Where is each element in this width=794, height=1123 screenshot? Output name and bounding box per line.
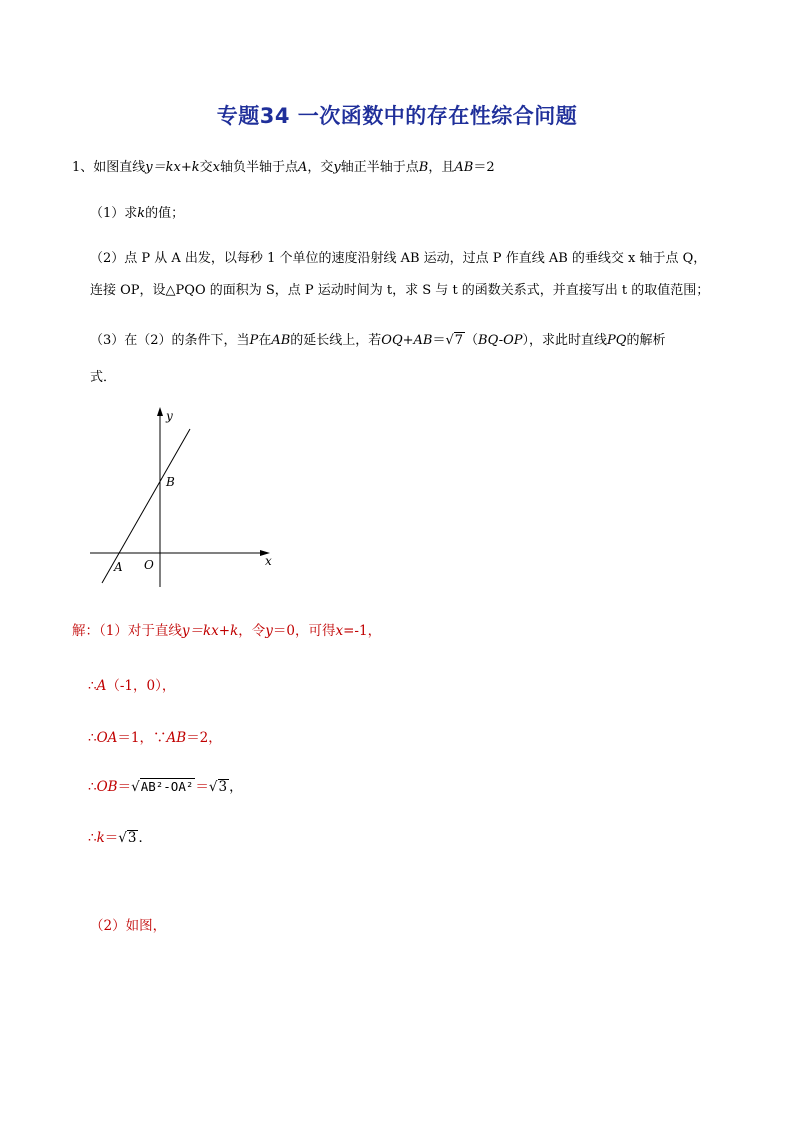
solution-line-4 bbox=[88, 778, 243, 795]
therefore-symbol: ∴ bbox=[88, 678, 97, 694]
equation: y＝kx+k bbox=[181, 623, 239, 639]
var-y: y bbox=[333, 160, 341, 175]
problem-number: 1、 bbox=[72, 160, 94, 175]
text: ＝ bbox=[104, 830, 119, 846]
text: 轴负半轴于点 bbox=[219, 160, 298, 175]
segment-AB: AB bbox=[166, 730, 187, 746]
text: （-1，0）， bbox=[106, 678, 176, 694]
segment-AB: AB bbox=[271, 333, 291, 348]
solution-line-1 bbox=[72, 623, 381, 639]
solution-line-2 bbox=[88, 678, 175, 694]
solution-part-2: （2）如图， bbox=[90, 918, 167, 934]
radicand: 7 bbox=[454, 333, 464, 348]
var-x: x bbox=[335, 623, 344, 639]
line-PQ: PQ bbox=[607, 333, 627, 348]
point-A: A bbox=[96, 678, 107, 694]
solution-line-3 bbox=[88, 730, 222, 746]
text: ＝2 bbox=[473, 160, 495, 175]
sqrt: √3 bbox=[118, 830, 137, 846]
text: ，令 bbox=[238, 623, 266, 639]
text: （3）在（2）的条件下，当 bbox=[90, 333, 250, 348]
text: ，且 bbox=[428, 160, 455, 175]
part-3-line-2: 式． bbox=[90, 370, 117, 385]
var-x: x bbox=[212, 160, 220, 175]
part-2-line-2: 连接 OP，设△PQO 的面积为 S，点 P 运动时间为 t，求 S 与 t 的函数关系式，并直接写出 t 的取值范围； bbox=[90, 283, 710, 298]
label-O: O bbox=[144, 558, 154, 572]
therefore-symbol: ∴ bbox=[88, 830, 97, 846]
text: ＝ bbox=[432, 333, 446, 348]
part-3-line-1 bbox=[90, 332, 665, 349]
text: ＝ bbox=[195, 779, 209, 795]
sqrt: √7 bbox=[445, 333, 464, 348]
solution-line-5 bbox=[88, 830, 152, 846]
therefore-symbol: ∴ bbox=[88, 779, 97, 795]
sqrt: √AB²-OA² bbox=[131, 779, 194, 795]
text: ＝2， bbox=[186, 730, 222, 746]
text: （1）求 bbox=[90, 206, 138, 221]
radicand: 3 bbox=[218, 779, 228, 795]
coordinate-figure bbox=[86, 405, 286, 595]
text: 的解析 bbox=[626, 333, 666, 348]
text: 如图直线 bbox=[93, 160, 146, 175]
text: =-1， bbox=[343, 623, 382, 639]
text: 的值； bbox=[145, 206, 185, 221]
segment-OB: OB bbox=[96, 779, 118, 795]
therefore-symbol: ∴ bbox=[88, 730, 97, 746]
text: ），求此时直线 bbox=[522, 333, 608, 348]
var-k: k bbox=[137, 206, 146, 221]
label-y: y bbox=[166, 409, 173, 423]
segment-AB: AB bbox=[454, 160, 474, 175]
page-title: 专题34 一次函数中的存在性综合问题 bbox=[216, 104, 578, 128]
label-A: A bbox=[114, 560, 123, 574]
label-x: x bbox=[265, 554, 272, 568]
radicand: AB²-OA² bbox=[140, 779, 194, 794]
text: 在 bbox=[258, 333, 272, 348]
point-B: B bbox=[418, 160, 429, 175]
point-P: P bbox=[249, 333, 259, 348]
expression: BQ-OP bbox=[478, 333, 523, 348]
expression: OQ+AB bbox=[381, 333, 433, 348]
var-y: y bbox=[265, 623, 273, 639]
text: 的延长线上，若 bbox=[290, 333, 382, 348]
text: 解：（1）对于直线 bbox=[72, 623, 182, 639]
text: ＝0，可得 bbox=[272, 623, 336, 639]
part-2-line-1: （2）点 P 从 A 出发，以每秒 1 个单位的速度沿射线 AB 运动，过点 P 作直线 AB 的垂线交 x 轴于点 Q， bbox=[90, 251, 707, 266]
segment-OA: OA bbox=[96, 730, 118, 746]
text: 交 bbox=[199, 160, 213, 175]
text: ， bbox=[229, 779, 243, 795]
sqrt: √3 bbox=[208, 779, 228, 795]
text: ＝ bbox=[117, 779, 132, 795]
figure-svg bbox=[86, 405, 286, 595]
text: ． bbox=[138, 830, 152, 846]
y-axis-arrow bbox=[157, 407, 163, 416]
problem-intro bbox=[72, 160, 495, 176]
label-B: B bbox=[166, 475, 175, 489]
text: ＝1，∵ bbox=[117, 730, 167, 746]
equation: y＝kx+k bbox=[145, 160, 200, 175]
var-k: k bbox=[96, 830, 105, 846]
text: （ bbox=[465, 333, 479, 348]
point-A: A bbox=[298, 160, 308, 175]
radicand: 3 bbox=[127, 830, 137, 846]
part-1 bbox=[90, 206, 184, 222]
text: ，交 bbox=[307, 160, 334, 175]
text: 轴正半轴于点 bbox=[340, 160, 419, 175]
